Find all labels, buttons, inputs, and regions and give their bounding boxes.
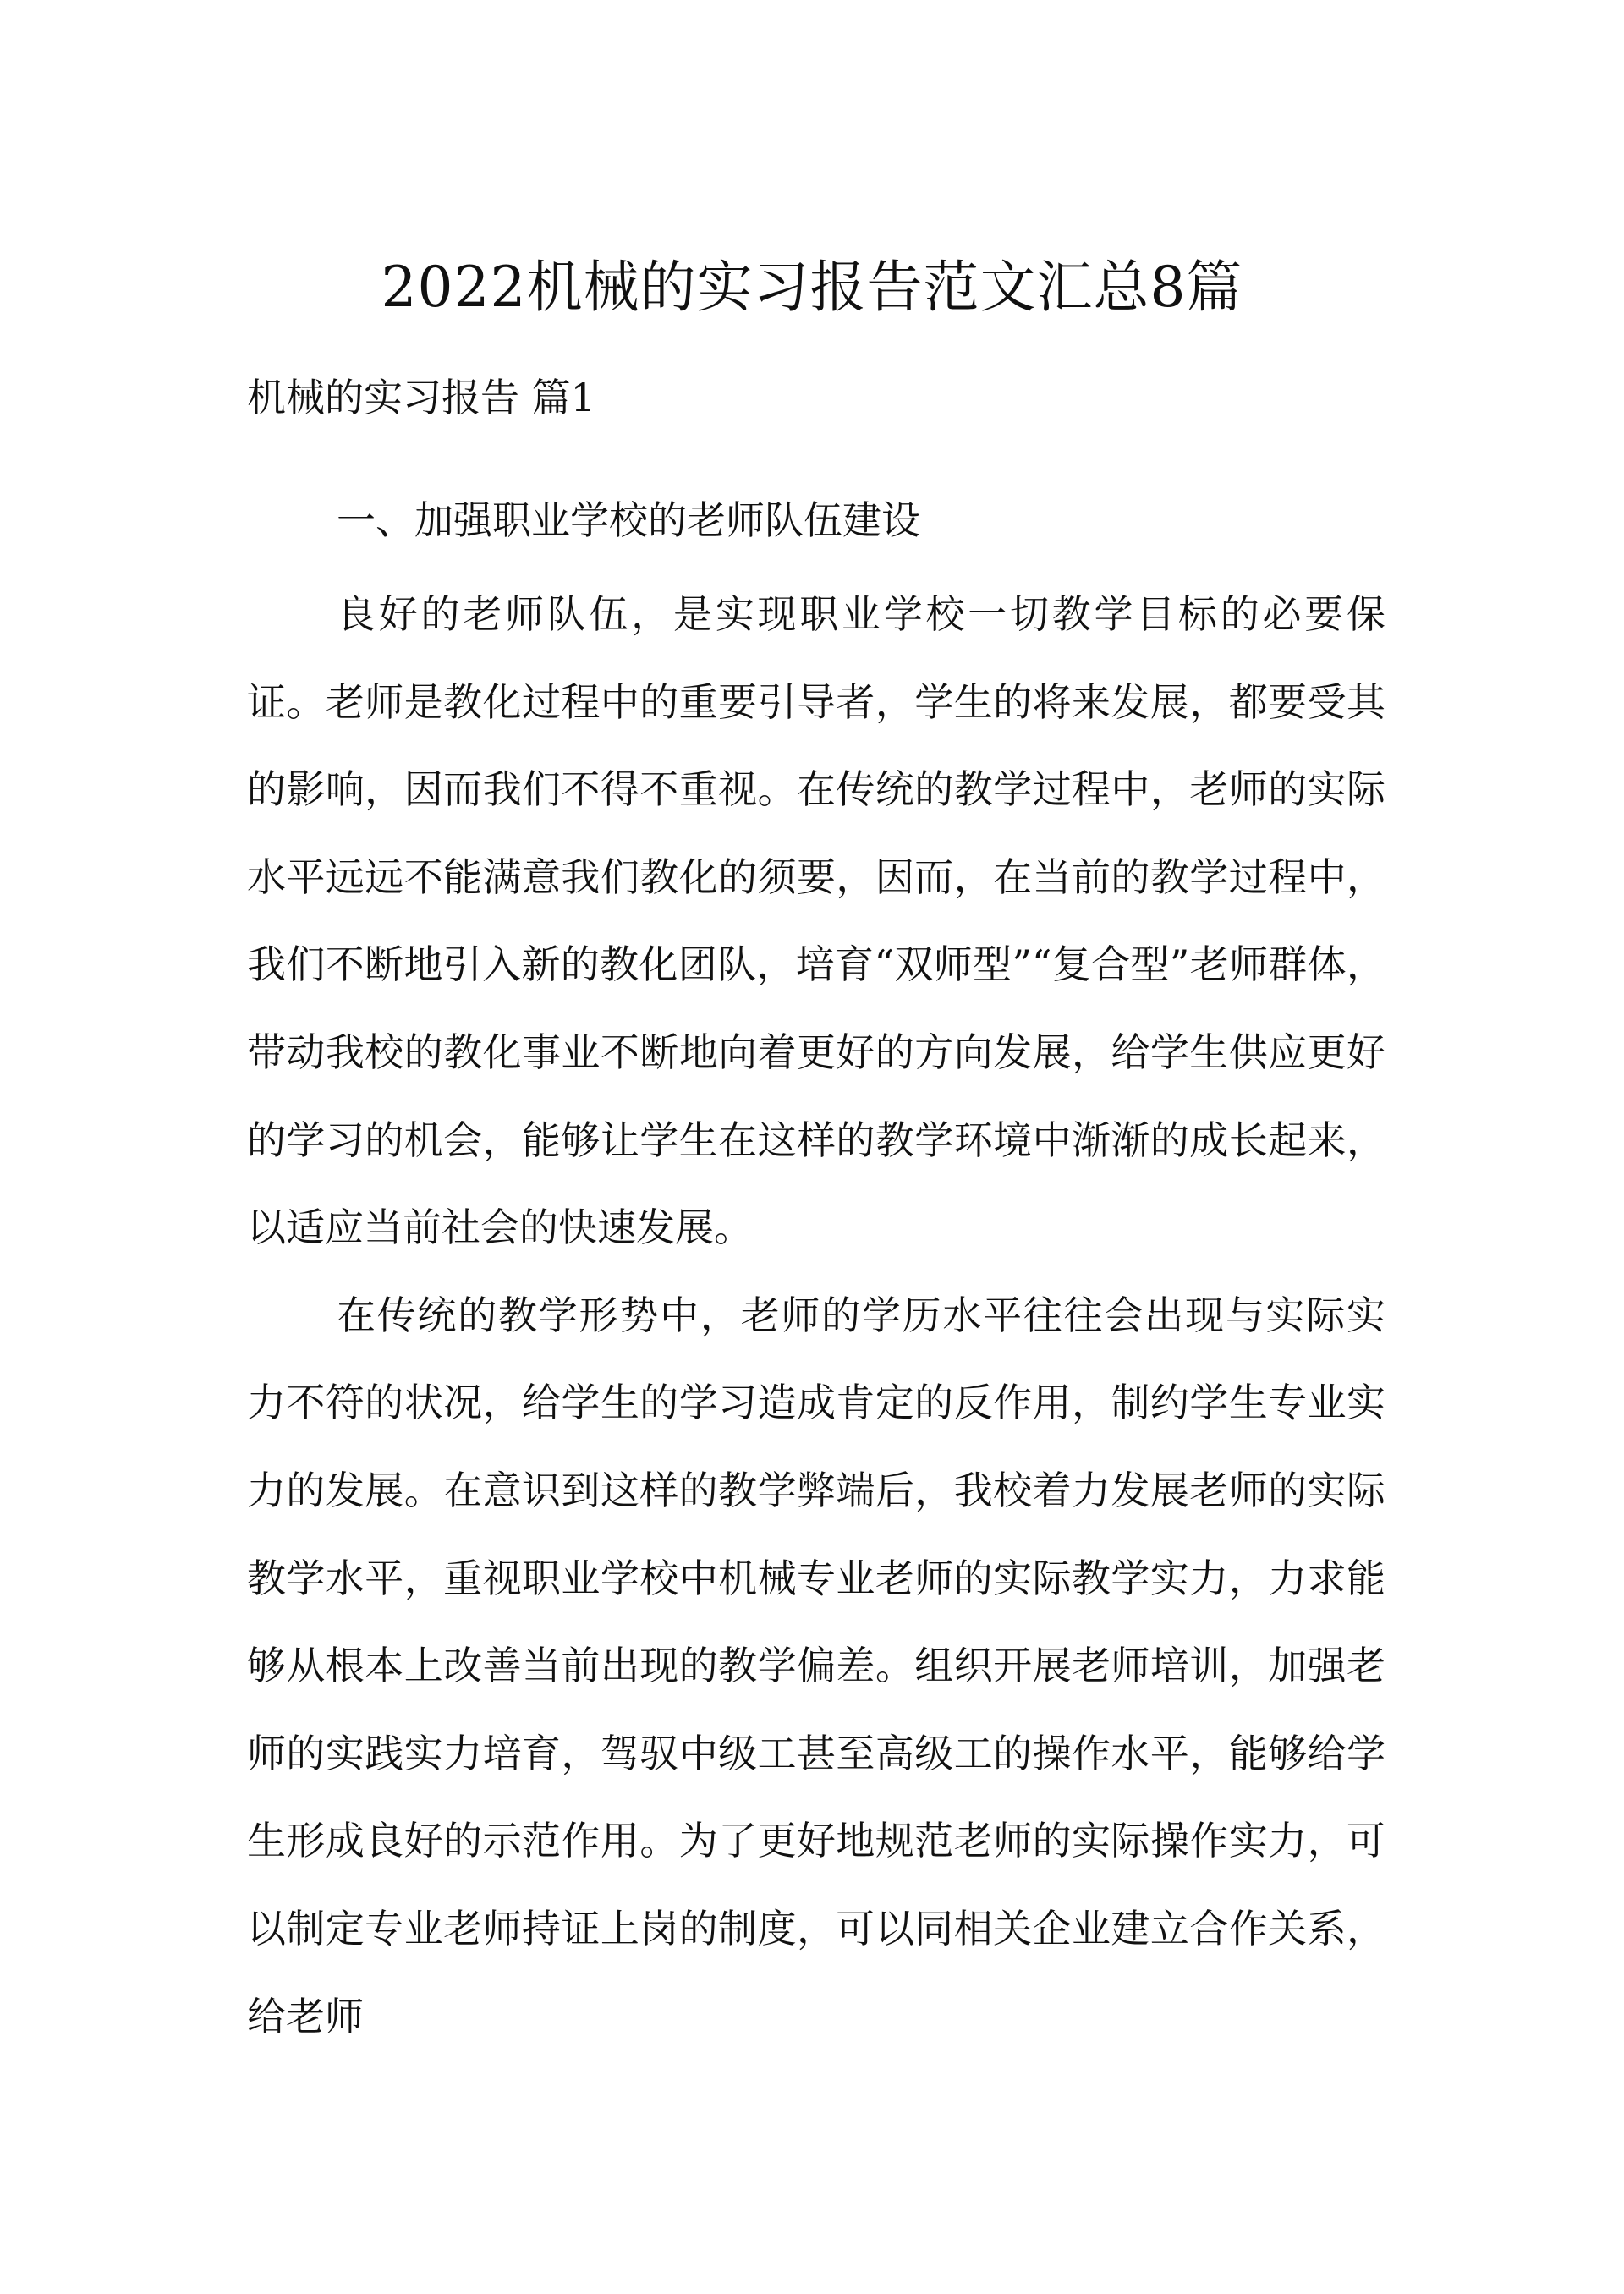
document-title: 2022机械的实习报告范文汇总8篇 xyxy=(381,255,1243,320)
section-heading: 机械的实习报告 篇1 xyxy=(247,375,595,420)
body-text xyxy=(247,571,1385,2061)
paragraph: 良好的老师队伍，是实现职业学校一切教学目标的必要保证。老师是教化过程中的重要引导者，学生的将来发展，都要受其的影响，因而我们不得不重视。在传统的教学过程中，老师的实际水平远远不能满意我们教化的须要，因而，在当前的教学过程中，我们不断地引入新的教化团队，培育“双师型”“复合型”老师群体，带动我校的教化事业不断地向着更好的方向发展，给学生供应更好的学习的机会，能够让学生在这样的教学环境中渐渐的成长起来，以适应当前社会的快速发展。 xyxy=(247,591,1385,1251)
paragraph: 在传统的教学形势中，老师的学历水平往往会出现与实际实力不符的状况，给学生的学习造成肯定的反作用，制约学生专业实力的发展。在意识到这样的教学弊端后，我校着力发展老师的实际教学水平，重视职业学校中机械专业老师的实际教学实力，力求能够从根本上改善当前出现的教学偏差。组织开展老师培训，加强老师的实践实力培育，驾驭中级工甚至高级工的操作水平，能够给学生形成良好的示范作用。为了更好地规范老师的实际操作实力，可以制定专业老师持证上岗的制度，可以同相关企业建立合作关系，给老师 xyxy=(247,1292,1385,2039)
subsection-heading: 一、加强职业学校的老师队伍建设 xyxy=(337,497,920,543)
